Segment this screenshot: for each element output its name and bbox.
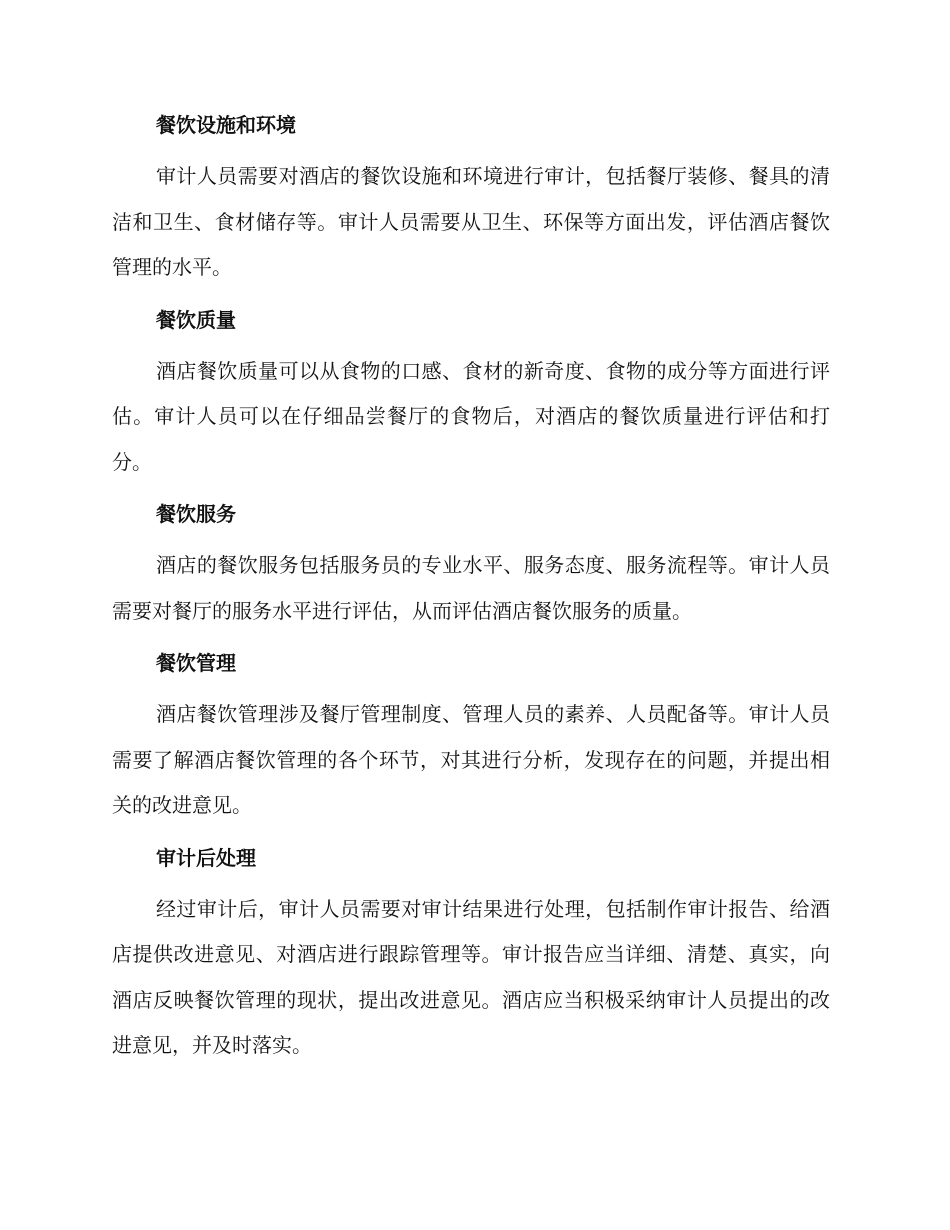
section-heading: 餐饮设施和环境 (156, 113, 296, 137)
section-paragraph: 审计人员需要对酒店的餐饮设施和环境进行审计，包括餐厅装修、餐具的清洁和卫生、食材储存等。审计人员需要从卫生、环保等方面出发，评估酒店餐饮管理的水平。 (112, 164, 830, 279)
section-facilities (112, 110, 830, 291)
section-heading: 餐饮管理 (156, 651, 236, 675)
section-paragraph: 酒店餐饮管理涉及餐厅管理制度、管理人员的素养、人员配备等。审计人员需要了解酒店餐饮管理的各个环节，对其进行分析，发现存在的问题，并提出相关的改进意见。 (112, 702, 830, 817)
section-heading: 餐饮质量 (156, 307, 236, 332)
section-paragraph: 经过审计后，审计人员需要对审计结果进行处理，包括制作审计报告、给酒店提供改进意见、对酒店进行跟踪管理等。审计报告应当详细、清楚、真实，向酒店反映餐饮管理的现状，提出改进意见。酒店应当积极采纳审计人员提出的改进意见，并及时落实。 (112, 896, 830, 1057)
section-paragraph: 酒店的餐饮服务包括服务员的专业水平、服务态度、服务流程等。审计人员需要对餐厅的服务水平进行评估，从而评估酒店餐饮服务的质量。 (112, 553, 830, 623)
section-heading: 审计后处理 (156, 845, 256, 870)
section-paragraph: 酒店餐饮质量可以从食物的口感、食材的新奇度、食物的成分等方面进行评估。审计人员可以在仔细品尝餐厅的食物后，对酒店的餐饮质量进行评估和打分。 (112, 358, 830, 474)
section-heading: 餐饮服务 (156, 502, 236, 526)
section-quality (112, 305, 830, 486)
section-post-audit (112, 843, 830, 1069)
section-management (112, 648, 830, 829)
section-service (112, 499, 830, 634)
